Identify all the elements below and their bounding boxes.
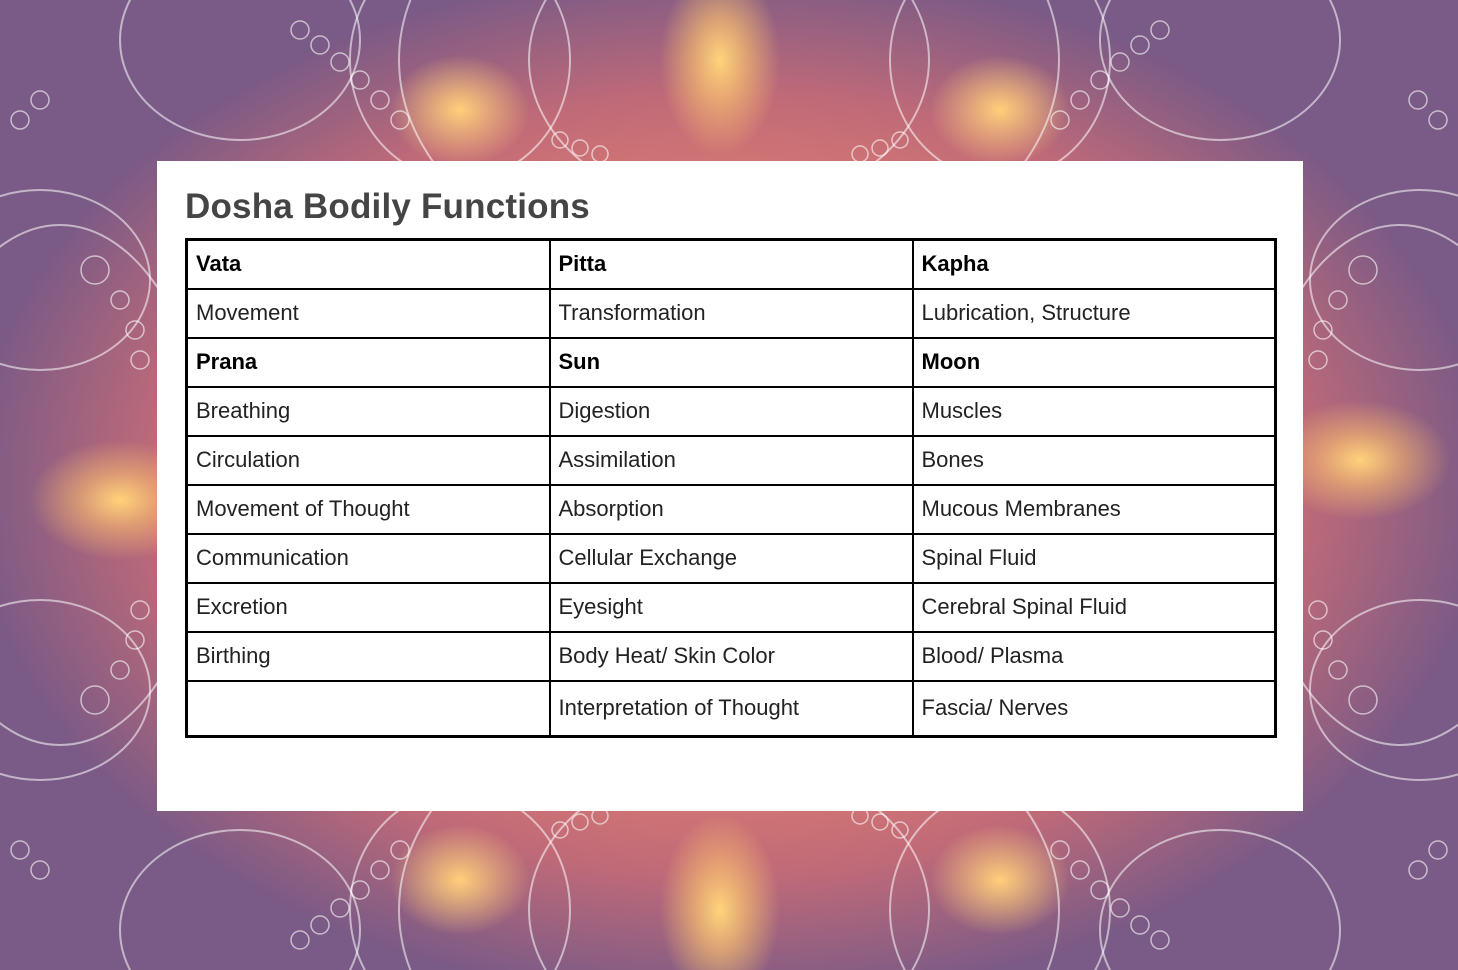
table-cell: Eyesight xyxy=(550,583,913,632)
table-cell: Moon xyxy=(913,338,1276,387)
table-cell: Fascia/ Nerves xyxy=(913,681,1276,737)
table-cell: Muscles xyxy=(913,387,1276,436)
table-cell: Prana xyxy=(187,338,550,387)
table-cell: Bones xyxy=(913,436,1276,485)
table-row xyxy=(187,436,1276,485)
table-cell: Breathing xyxy=(187,387,550,436)
dosha-table xyxy=(185,238,1277,738)
table-cell: Excretion xyxy=(187,583,550,632)
table-cell: Circulation xyxy=(187,436,550,485)
page-title: Dosha Bodily Functions xyxy=(185,187,590,226)
table-cell: Body Heat/ Skin Color xyxy=(550,632,913,681)
table-cell: Mucous Membranes xyxy=(913,485,1276,534)
table-cell xyxy=(187,681,550,737)
table-cell: Movement of Thought xyxy=(187,485,550,534)
dosha-card xyxy=(157,161,1303,811)
table-row xyxy=(187,240,1276,289)
table-cell: Assimilation xyxy=(550,436,913,485)
table-cell: Vata xyxy=(187,240,550,289)
table-row xyxy=(187,632,1276,681)
table-cell: Kapha xyxy=(913,240,1276,289)
table-cell: Transformation xyxy=(550,289,913,338)
table-cell: Cerebral Spinal Fluid xyxy=(913,583,1276,632)
table-cell: Movement xyxy=(187,289,550,338)
table-row xyxy=(187,534,1276,583)
table-row xyxy=(187,387,1276,436)
table-cell: Sun xyxy=(550,338,913,387)
table-cell: Blood/ Plasma xyxy=(913,632,1276,681)
table-cell: Pitta xyxy=(550,240,913,289)
table-cell: Birthing xyxy=(187,632,550,681)
table-row xyxy=(187,485,1276,534)
table-row xyxy=(187,289,1276,338)
table-cell: Lubrication, Structure xyxy=(913,289,1276,338)
table-cell: Interpretation of Thought xyxy=(550,681,913,737)
table-cell: Spinal Fluid xyxy=(913,534,1276,583)
table-cell: Communication xyxy=(187,534,550,583)
table-cell: Digestion xyxy=(550,387,913,436)
table-cell: Absorption xyxy=(550,485,913,534)
table-row xyxy=(187,583,1276,632)
table-cell: Cellular Exchange xyxy=(550,534,913,583)
table-row xyxy=(187,338,1276,387)
table-row xyxy=(187,681,1276,737)
